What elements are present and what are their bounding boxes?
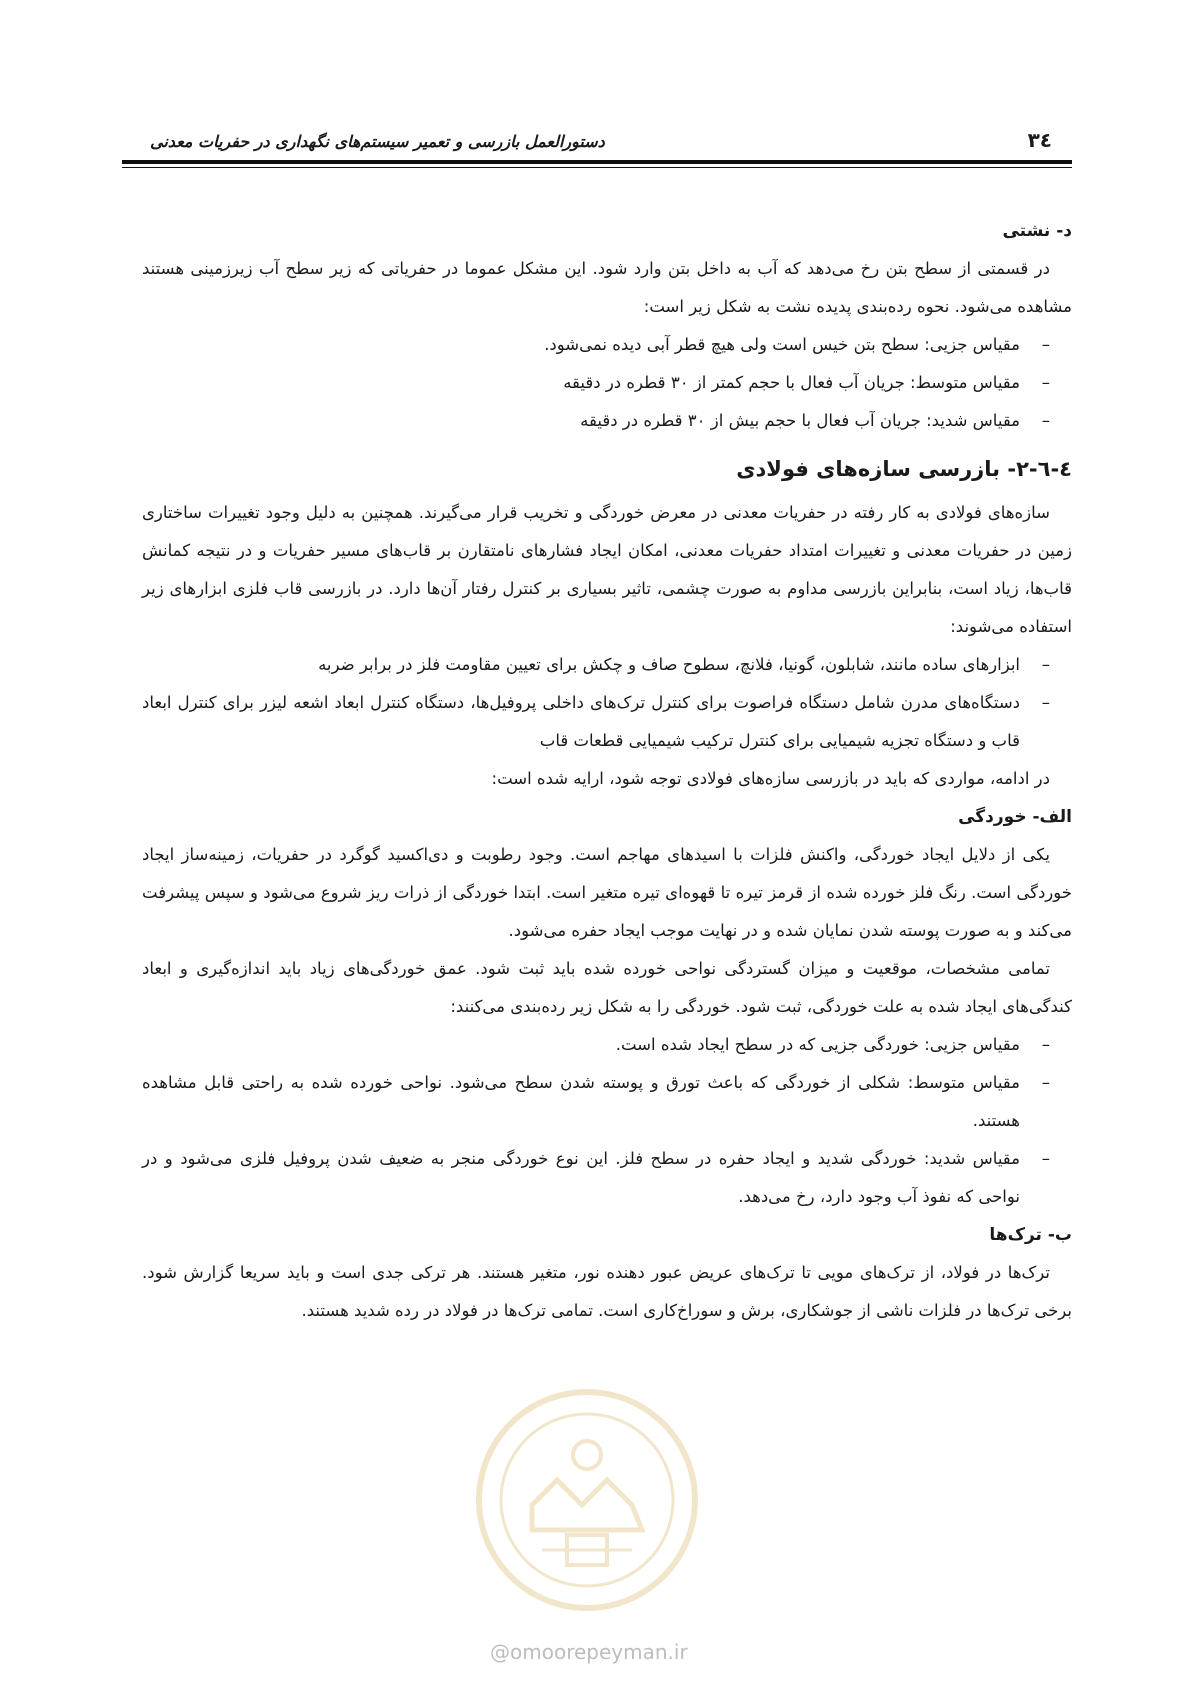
list-item: – مقیاس جزیی: سطح بتن خیس است ولی هیچ قطر آبی دیده نمی‌شود. <box>142 326 1050 364</box>
list-item: – مقیاس شدید: جریان آب فعال با حجم بیش از ۳۰ قطره در دقیقه <box>142 402 1050 440</box>
list-item: – ابزارهای ساده مانند، شابلون، گونیا، فلانچ، سطوح صاف و چکش برای تعیین مقاومت فلز در برابر ضربه <box>142 646 1050 684</box>
paragraph-steel-closing: در ادامه، مواردی که باید در بازرسی سازه‌های فولادی توجه شود، ارایه شده است: <box>491 769 1050 788</box>
heading-corrosion: الف- خوردگی <box>958 807 1072 827</box>
list-leakage-scale <box>142 326 1072 440</box>
heading-cracks: ب- ترک‌ها <box>989 1225 1072 1245</box>
header-rule-thin <box>122 167 1072 168</box>
page-number: ۳٤ <box>1027 128 1052 152</box>
running-title: دستورالعمل بازرسی و تعمیر سیستم‌های نگهداری در حفریات معدنی <box>150 132 605 151</box>
list-item: – مقیاس متوسط: جریان آب فعال با حجم کمتر از ۳۰ قطره در دقیقه <box>142 364 1050 402</box>
paragraph-corrosion-2: تمامی مشخصات، موقعیت و میزان گستردگی نواحی خورده شده باید ثبت شود. عمق خوردگی‌های زیاد باید اندازه‌گیری و ابعاد کندگی‌های ایجاد شده به علت خوردگی، ثبت شود. خوردگی را به شکل زیر رده‌بندی می‌کنند: <box>142 959 1072 1016</box>
paragraph-cracks: ترک‌ها در فولاد، از ترک‌های مویی تا ترک‌های عریض عبور دهنده نور، متغیر هستند. هر ترکی جدی است و باید سریعا گزارش شود. برخی ترک‌ها در فلزات ناشی از جوشکاری، برش و سوراخ‌کاری است. تمامی ترک‌ها در فولاد در رده شدید هستند. <box>142 1263 1072 1320</box>
list-item: – مقیاس جزیی: خوردگی جزیی که در سطح ایجاد شده است. <box>142 1026 1050 1064</box>
paragraph-steel-structures: سازه‌های فولادی به کار رفته در حفریات معدنی در معرض خوردگی و تخریب قرار می‌گیرند. همچنین به دلیل وجود تغییرات ساختاری زمین در حفریات معدنی و تغییرات امتداد حفریات معدنی، امکان ایجاد فشارهای نامتقارن بر قاب‌های مسیر حفریات و در نتیجه کمانش قاب‌ها، زیاد است، بنابراین بازرسی مداوم به صورت چشمی، تاثیر بسیاری بر کنترل رفتار آن‌ها دارد. در بازرسی قاب فلزی ابزارهای زیر استفاده می‌شوند: <box>142 503 1072 636</box>
heading-steel-structures: ٤-٦-۲- بازرسی سازه‌های فولادی <box>736 457 1072 481</box>
page-header <box>122 128 1072 158</box>
paragraph-corrosion-1: یکی از دلایل ایجاد خوردگی، واکنش فلزات با اسیدهای مهاجم است. وجود رطوبت و دی‌اکسید گوگرد در حفریات، زمینه‌ساز ایجاد خوردگی است. رنگ فلز خورده شده از قرمز تیره تا قهوه‌ای تیره متغیر است. ابتدا خوردگی از ذرات ریز شروع می‌شود و سپس پیشرفت می‌کند و به صورت پوسته شدن نمایان شده و در نهایت موجب ایجاد حفره می‌شود. <box>142 845 1072 940</box>
paragraph-leakage: در قسمتی از سطح بتن رخ می‌دهد که آب به داخل بتن وارد شود. این مشکل عموما در حفریاتی که زیر سطح آب زیرزمینی هستند مشاهده می‌شود. نحوه رده‌بندی پدیده نشت به شکل زیر است: <box>142 259 1072 316</box>
heading-leakage: د- نشتی <box>1002 221 1072 241</box>
watermark-url: @omoorepeyman.ir <box>490 1640 688 1664</box>
header-rule-thick <box>122 160 1072 164</box>
watermark-seal-icon <box>472 1385 702 1615</box>
list-item: – مقیاس شدید: خوردگی شدید و ایجاد حفره در سطح فلز. این نوع خوردگی منجر به ضعیف شدن پروفیل فلزی می‌شود و در نواحی که نفوذ آب وجود دارد، رخ می‌دهد. <box>142 1140 1050 1216</box>
list-item: – دستگاه‌های مدرن شامل دستگاه فراصوت برای کنترل ترک‌های داخلی پروفیل‌ها، دستگاه کنترل ابعاد اشعه لیزر برای کنترل ابعاد قاب و دستگاه تجزیه شیمیایی برای کنترل ترکیب شیمیایی قطعات قاب <box>142 684 1050 760</box>
list-inspection-tools <box>142 646 1072 760</box>
list-item: – مقیاس متوسط: شکلی از خوردگی که باعث تورق و پوسته شدن سطح می‌شود. نواحی خورده شده به راحتی قابل مشاهده هستند. <box>142 1064 1050 1140</box>
page-body <box>142 212 1072 1330</box>
list-corrosion-scale <box>142 1026 1072 1216</box>
